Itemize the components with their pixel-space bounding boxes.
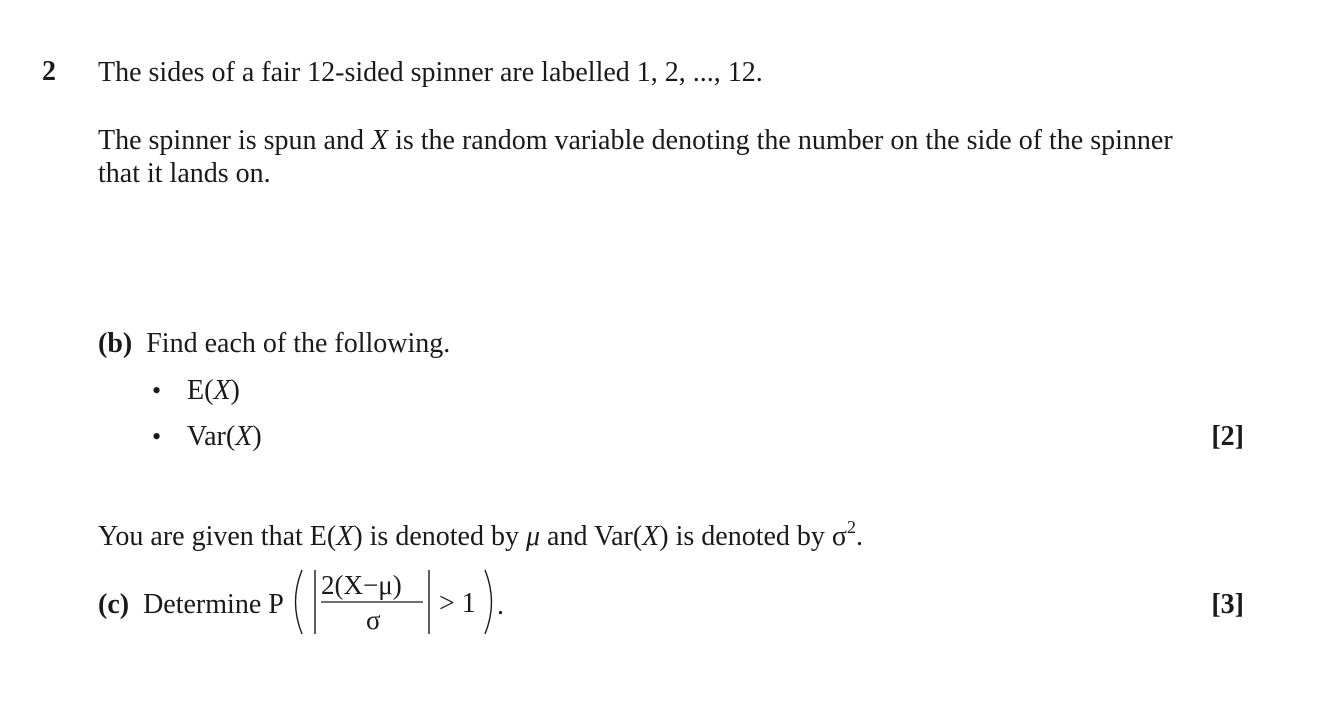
part-c-label: (c) bbox=[98, 589, 130, 620]
part-b-marks: [2] bbox=[1211, 421, 1244, 452]
bullet-icon: • bbox=[152, 376, 162, 405]
bullet-2-post: ) bbox=[252, 421, 262, 452]
intro-text-post: is the random variable denoting the number on the side of the spinner bbox=[388, 125, 1173, 156]
part-c-marks: [3] bbox=[1211, 589, 1244, 620]
probability-expression-svg bbox=[285, 566, 520, 638]
given-t2: ) is denoted by bbox=[353, 521, 526, 552]
part-b-text: Find each of the following. bbox=[146, 328, 451, 359]
mu-symbol: μ bbox=[525, 521, 541, 552]
right-paren-icon bbox=[485, 570, 492, 634]
bullet-1-post: ) bbox=[230, 375, 240, 406]
relation-text: > 1 bbox=[439, 588, 476, 619]
question-number: 2 bbox=[42, 56, 56, 87]
intro-text-pre: The spinner is spun and bbox=[98, 125, 371, 156]
given-statement bbox=[98, 517, 863, 553]
fraction-denominator: σ bbox=[366, 605, 381, 635]
question-intro-line-2 bbox=[98, 124, 1173, 157]
part-c-heading bbox=[98, 588, 284, 621]
sigma-symbol: σ bbox=[831, 521, 847, 552]
left-paren-icon bbox=[296, 570, 303, 634]
part-c-text: Determine P bbox=[143, 589, 284, 620]
given-t4: ) is denoted by bbox=[659, 521, 832, 552]
bullet-icon: • bbox=[152, 422, 162, 451]
given-t1: You are given that E( bbox=[98, 521, 337, 552]
part-b-heading bbox=[98, 327, 450, 360]
bullet-1-var: X bbox=[213, 375, 231, 406]
part-b-bullet-variance bbox=[187, 420, 262, 453]
question-intro-line-1: The sides of a fair 12-sided spinner are labelled 1, 2, ..., 12. bbox=[98, 57, 763, 88]
part-b-bullet-expectation bbox=[187, 374, 240, 407]
given-t3: and Var( bbox=[540, 521, 643, 552]
given-var-x-2: X bbox=[642, 521, 660, 552]
given-var-x-1: X bbox=[336, 521, 354, 552]
bullet-2-pre: Var( bbox=[187, 421, 236, 452]
variable-x: X bbox=[370, 125, 389, 156]
sigma-squared-exponent: 2 bbox=[847, 517, 856, 537]
bullet-2-var: X bbox=[235, 421, 253, 452]
question-intro-line-3: that it lands on. bbox=[98, 158, 271, 189]
given-t5: . bbox=[856, 521, 863, 552]
expression-end: . bbox=[497, 590, 504, 621]
part-b-label: (b) bbox=[98, 328, 133, 359]
fraction-numerator: 2(X−μ) bbox=[321, 570, 402, 600]
bullet-1-pre: E( bbox=[187, 375, 214, 406]
probability-expression bbox=[285, 566, 520, 638]
